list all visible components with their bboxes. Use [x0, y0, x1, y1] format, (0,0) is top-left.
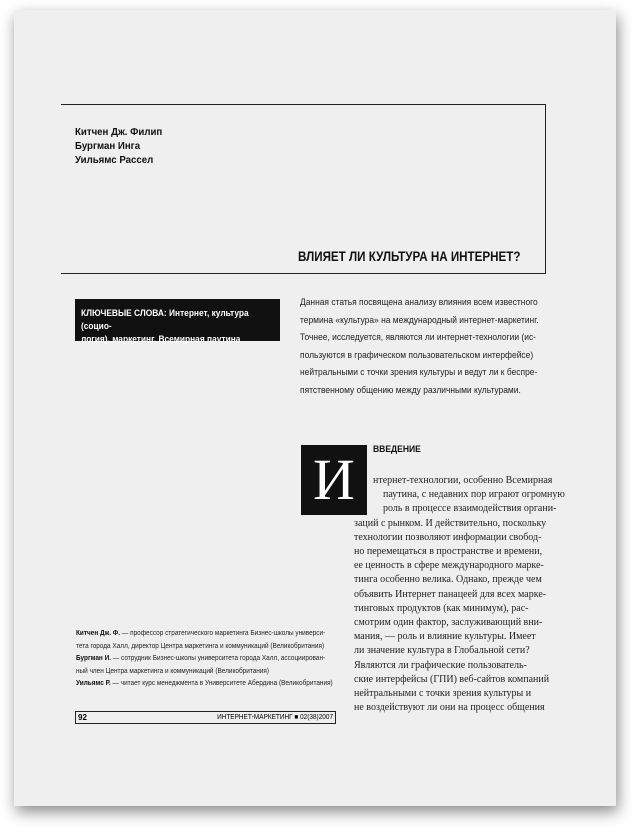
journal-issue: ИНТЕРНЕТ-МАРКЕТИНГ ■ 02(38)2007	[217, 714, 333, 721]
bio-text: — читает курс менеджмента в Университете Абердина (Великобритания)	[110, 680, 333, 687]
bio-line	[76, 653, 343, 666]
body-line: нтернет-технологии, особенно Всемирная	[373, 475, 553, 486]
article-title: ВЛИЯЕТ ЛИ КУЛЬТУРА НА ИНТЕРНЕТ?	[298, 249, 521, 264]
abstract-line: пятственному общению между различными культурами.	[300, 384, 521, 396]
abstract-line: Точнее, исследуется, являются ли интернет-технологии (ис-	[300, 332, 536, 343]
abstract-line: пользуются в графическом пользовательском интерфейсе)	[300, 349, 534, 361]
author-name: Бургман Инга	[75, 140, 141, 152]
bio-text: тета города Халл, директор Центра маркетинга и коммуникаций (Великобритания)	[76, 642, 325, 650]
author-bios	[76, 628, 343, 691]
keywords-box	[75, 299, 280, 345]
body-line: нейтральными с точки зрения культуры и	[354, 688, 532, 700]
drop-cap: И	[301, 445, 367, 515]
body-line: ские интерфейсы (ГПИ) веб-сайтов компаний	[354, 673, 550, 685]
bio-line	[76, 641, 343, 654]
abstract-line: нейтральными с точки зрения культуры и ведут ли к беспре-	[300, 367, 538, 378]
intro-text	[354, 517, 549, 716]
bio-text: — профессор стратегического маркетинга Бизнес-школы универси-	[120, 630, 326, 637]
author-name: Китчен Дж. Филип	[75, 126, 163, 138]
keywords-text	[81, 307, 275, 346]
page-number: 92	[78, 713, 87, 722]
abstract-line: Данная статья посвящена анализу влияния всем известного	[300, 297, 538, 308]
body-line: ли значение культура в Глобальной сети?	[354, 645, 530, 657]
author-name: Уильямс Рассел	[75, 154, 154, 166]
body-line: технологии позволяют информации свобод-	[354, 531, 542, 543]
bio-name: Китчен Дж. Ф.	[76, 630, 121, 637]
abstract	[300, 294, 555, 399]
bio-line	[76, 628, 343, 641]
body-line: Являются ли графические пользователь-	[354, 659, 527, 671]
body-line: ее ценность в сфере международного марке-	[354, 560, 544, 572]
author-list	[75, 125, 162, 167]
body-line: тинга особенно велика. Однако, прежде чем	[354, 574, 542, 586]
body-line: смотрим один фактор, заслуживающий вни-	[354, 617, 543, 629]
keywords-line: логия), маркетинг, Всемирная паутина	[81, 334, 241, 345]
page-footer	[75, 711, 336, 724]
bio-text: ный член Центра маркетинга и коммуникаций (Великобритания)	[76, 667, 270, 675]
body-line: но перемещаться в пространстве и времени,	[354, 546, 543, 557]
body-line: паутина, с недавних пор играют огромную	[373, 489, 565, 501]
body-line: заций с рынком. И действительно, поскольку	[354, 517, 547, 529]
bio-name: Бургман И.	[76, 655, 112, 662]
intro-text-indented	[373, 474, 565, 517]
keywords-line: КЛЮЧЕВЫЕ СЛОВА: Интернет, культура (социо-	[81, 308, 249, 332]
abstract-line: термина «культура» на международный интернет-маркетинг.	[300, 314, 539, 326]
body-line: роль в процессе взаимодействия органи-	[373, 503, 557, 515]
body-line: не воздействуют ли они на процесс общения	[354, 702, 545, 714]
bio-line	[76, 678, 343, 691]
section-heading: ВВЕДЕНИЕ	[373, 444, 421, 455]
body-line: тинговых продуктов (как минимум), рас-	[354, 602, 529, 614]
bio-name: Уильямс Р.	[76, 680, 111, 687]
body-line: мания, — роль и влияние культуры. Имеет	[354, 631, 536, 643]
bio-line	[76, 666, 343, 679]
body-line: объявить Интернет панацеей для всех марке-	[354, 588, 547, 600]
bio-text: — сотрудник Бизнес-школы университета города Халл, ассоциирован-	[111, 655, 326, 662]
